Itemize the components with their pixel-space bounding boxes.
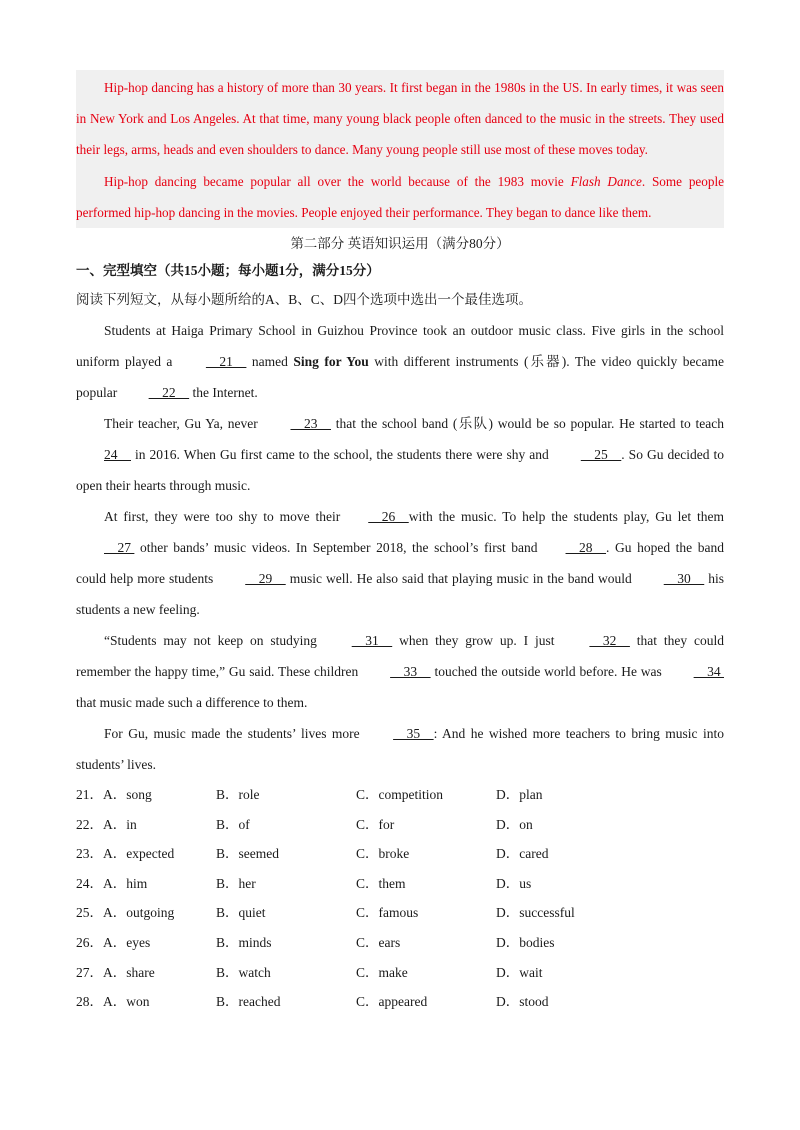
question-row-28 [76,987,724,1017]
blank-33: 33 [390,664,431,680]
option-a: 22．A．in [76,816,137,832]
option-d: D．plan [496,787,543,803]
cloze-text: with different instruments (乐器). The video quickly became popular [76,354,724,401]
passage-paragraph-2 [76,166,724,228]
cloze-text: music well. He also said that playing music in the band would [285,571,636,587]
blank-32: 32 [589,633,630,649]
cloze-text: in 2016. When Gu first came to the school, the students there were shy and [131,447,553,463]
option-d: D．successful [496,905,575,921]
section-title: 一、完型填空（共15小题；每小题1分，满分15分） [76,263,380,279]
blank-23: 23 [290,416,331,432]
cloze-text: other bands’ music videos. In September 2018, the school’s first band [134,540,538,556]
answer-options [76,780,724,1017]
blank-26: 26 [368,509,409,525]
option-c: C．make [356,964,408,980]
option-a: 27．A．share [76,964,155,980]
cloze-paragraph-3 [76,501,724,625]
cloze-passage [76,315,724,780]
question-row-22 [76,810,724,840]
option-c: C．ears [356,934,401,950]
option-a: 23．A．expected [76,846,175,862]
song-title: Sing for You [293,354,369,370]
option-d: D．bodies [496,934,555,950]
movie-title: Flash Dance [570,173,642,189]
blank-24: 24 [104,447,131,463]
blank-22: 22 [148,385,190,401]
cloze-text: Students at Haiga Primary School in Guizhou Province took an outdoor music class. Five girls in the school uniform played a [76,323,724,370]
blank-30: 30 [663,571,705,587]
question-row-27 [76,958,724,988]
option-c: C．appeared [356,994,428,1010]
option-b: B．reached [216,994,281,1010]
option-c: C．for [356,816,395,832]
option-d: D．wait [496,964,543,980]
cloze-text: For Gu, music made the students’ lives more [104,726,366,742]
cloze-text: . Gu hoped the band could help more students [76,540,724,587]
cloze-text: named [246,354,294,370]
option-b: B．watch [216,964,271,980]
option-d: D．us [496,875,532,891]
cloze-text: . So Gu decided to open their hearts through music. [76,447,724,494]
option-a: 25．A．outgoing [76,905,175,921]
cloze-text: the Internet. [189,385,258,401]
blank-27: 27 [104,540,135,556]
option-a: 21．A．song [76,787,152,803]
passage-text: Hip-hop dancing became popular all over the world because of the 1983 movie [104,173,571,189]
passage-text: . Some people performed hip-hop dancing in the movies. People enjoyed their performance. They began to dance like them. [76,173,724,220]
option-a: 26．A．eyes [76,934,151,950]
option-c: C．competition [356,787,443,803]
highlighted-passage [76,70,724,228]
option-d: D．cared [496,846,549,862]
option-b: B．of [216,816,250,832]
part-title: 第二部分 英语知识运用（满分80分） [290,236,510,252]
cloze-text: Their teacher, Gu Ya, never [104,416,263,432]
option-b: B．role [216,787,260,803]
blank-34: 34 [693,664,724,680]
option-b: B．minds [216,934,272,950]
option-c: C．them [356,875,406,891]
option-a: 28．A．won [76,994,150,1010]
cloze-text: At first, they were too shy to move their [104,509,341,525]
option-b: B．her [216,875,256,891]
cloze-text: his students a new feeling. [76,571,724,618]
blank-31: 31 [351,633,393,649]
cloze-text: that the school band (乐队) would be so popular. He started to teach [330,416,724,432]
blank-28: 28 [565,540,607,556]
blank-35: 35 [393,726,434,742]
blank-29: 29 [245,571,286,587]
cloze-paragraph-4 [76,625,724,718]
cloze-text: with the music. To help the students play, Gu let them [408,509,724,525]
cloze-paragraph-1 [76,315,724,408]
cloze-text: when they grow up. I just [392,633,562,649]
document-page [76,70,724,1017]
question-row-21 [76,780,724,810]
blank-25: 25 [580,447,622,463]
instruction: 阅读下列短文，从每小题所给的A、B、C、D四个选项中选出一个最佳选项。 [76,292,533,308]
option-a: 24．A．him [76,875,148,891]
question-row-25 [76,898,724,928]
cloze-text: that music made such a difference to them. [76,695,308,711]
question-row-24 [76,869,724,899]
option-b: B．seemed [216,846,279,862]
question-row-23 [76,839,724,869]
cloze-paragraph-2 [76,408,724,501]
blank-21: 21 [205,354,247,370]
option-b: B．quiet [216,905,266,921]
option-d: D．stood [496,994,549,1010]
option-c: C．broke [356,846,410,862]
cloze-text: “Students may not keep on studying [104,633,324,649]
cloze-text: that they could remember the happy time,” Gu said. These children [76,633,724,680]
option-d: D．on [496,816,533,832]
passage-paragraph-1: Hip-hop dancing has a history of more than 30 years. It first began in the 1980s in the US. In early times, it was seen in New York and Los Angeles. At that time, many young black people often danced to the music in the streets. They used their legs, arms, heads and even shoulders to dance. Many young people still use most of these moves today. [76,80,724,158]
option-c: C．famous [356,905,419,921]
cloze-paragraph-5 [76,718,724,780]
question-row-26 [76,928,724,958]
cloze-text: : And he wished more teachers to bring music into students’ lives. [76,726,724,773]
cloze-text: touched the outside world before. He was [430,664,666,680]
